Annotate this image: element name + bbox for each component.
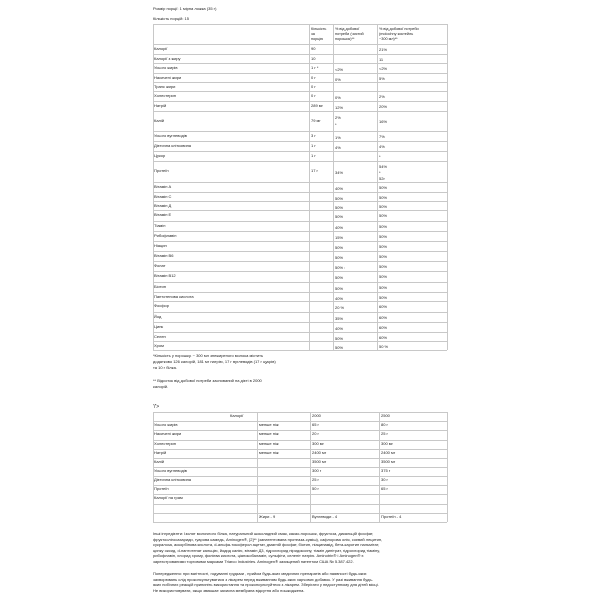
table-border xyxy=(257,412,258,522)
nutrient-name: Вітамін С xyxy=(154,193,172,199)
nutrient-name: Тіамін xyxy=(154,223,166,228)
dv-2500: 80 г xyxy=(381,422,389,427)
table-border xyxy=(153,312,447,313)
dv-2500: 3500 мг xyxy=(381,459,396,464)
table-border xyxy=(153,301,447,302)
column-header: Кількість за порцію xyxy=(311,27,327,41)
dv-nutrient-name: Калорії на грам xyxy=(154,495,183,500)
nutrient-dv-powder: 50% xyxy=(335,255,344,260)
dv-2000: 3500 мг xyxy=(312,459,327,464)
table-border xyxy=(379,412,380,522)
table-border xyxy=(153,494,447,495)
nutrient-amount: 1 г * xyxy=(311,65,319,70)
dv-nutrient-name: Дієтична клітковина xyxy=(154,477,191,482)
nutrient-dv-powder: 50% xyxy=(335,275,344,280)
dv-2000: 2400 мг xyxy=(312,450,327,455)
nutrient-name: Вітамін Д xyxy=(154,202,172,208)
nutrient-amount: 0 г xyxy=(311,83,316,89)
nutrient-dv-powder: 40% xyxy=(335,295,344,301)
table-border xyxy=(153,251,447,252)
dv-nutrient-name: Усього вуглеводів xyxy=(154,468,187,473)
dv-2000: 300 г xyxy=(312,468,322,473)
nutrient-dv-shake: 50% xyxy=(379,244,388,249)
table-border xyxy=(153,161,447,162)
nutrient-dv-shake: 16% xyxy=(379,119,388,124)
column-header: % від добової потреби (чистий порошок)** xyxy=(335,27,364,41)
nutrient-dv-shake: 50% xyxy=(379,213,388,218)
table-border xyxy=(153,54,447,55)
dv-limit: менше ніж xyxy=(259,441,279,446)
dv-nutrient-name: Калій xyxy=(154,459,165,464)
table-border xyxy=(153,24,447,25)
nutrient-name: Протеїн xyxy=(154,168,169,173)
table-border xyxy=(153,292,447,293)
table-border xyxy=(153,231,447,232)
dv-2000: 25 г xyxy=(312,477,320,482)
nutrient-amount: 1 г xyxy=(311,153,316,158)
nutrient-dv-shake: 54% * 52г xyxy=(379,164,388,181)
dv-nutrient-name: Насичені жири xyxy=(154,431,182,436)
table-border xyxy=(377,24,378,350)
dv-2500: 375 г xyxy=(381,468,391,473)
nutrient-dv-shake: 60% xyxy=(379,325,388,330)
table-border xyxy=(153,24,154,350)
nutrient-amount: 17 г xyxy=(311,168,319,173)
table-border xyxy=(153,282,447,283)
calories-2500: 2500 xyxy=(381,413,390,418)
nutrient-dv-powder: 50% xyxy=(335,214,344,219)
nutrient-dv-powder: 0% xyxy=(335,95,341,100)
table-border xyxy=(447,24,448,350)
table-border xyxy=(153,421,447,422)
nutrient-name: Цинк xyxy=(154,324,164,329)
nutrient-dv-shake: * xyxy=(379,154,381,159)
nutrient-dv-shake: 7% xyxy=(379,134,385,139)
nutrient-dv-powder: 50% xyxy=(335,204,344,210)
nutrient-name: Рибофлавін xyxy=(154,233,177,238)
nutrient-name: Калорії з жиру xyxy=(154,55,181,61)
nutrient-name: Вітамін Е xyxy=(154,212,172,217)
table-border xyxy=(447,412,448,522)
nutrient-dv-shake: 60% xyxy=(379,315,388,320)
nutrient-name: Пантотенова кислота xyxy=(154,293,194,299)
table-border xyxy=(153,522,447,523)
table-border xyxy=(153,350,447,351)
nutrient-dv-powder: 0% xyxy=(335,76,341,82)
nutrient-dv-shake: 5% xyxy=(379,75,385,81)
nutrient-dv-shake: 4% xyxy=(379,144,385,149)
nutrient-dv-shake: 2% xyxy=(379,94,385,99)
table-border xyxy=(310,412,311,522)
per-gram-protein: Протеїн - 4 xyxy=(381,514,402,519)
table-border xyxy=(153,504,447,505)
nutrient-dv-shake: 50% xyxy=(379,294,388,300)
nutrient-name: Селен xyxy=(154,333,166,339)
nutrient-dv-shake: 21% xyxy=(379,47,388,52)
column-header: % від добової потреби (molochny коктейль ~300 мл)** xyxy=(379,27,419,41)
nutrient-name: Калорії xyxy=(154,46,168,51)
nutrient-dv-powder: 12% xyxy=(335,105,344,110)
nutrient-dv-powder: 1% xyxy=(335,135,341,140)
nutrient-name: Вітамін В12 xyxy=(154,273,176,278)
nutrient-dv-shake: <2% xyxy=(379,66,388,71)
table-border xyxy=(153,210,447,211)
nutrient-dv-shake: 50% xyxy=(379,274,388,279)
dv-nutrient-name: Натрій xyxy=(154,450,167,455)
dv-2500: 2400 мг xyxy=(381,450,396,455)
table-border xyxy=(153,513,447,514)
nutrient-name: Вітамін В6 xyxy=(154,253,174,258)
table-border xyxy=(309,24,310,350)
nutrient-name: Фолат xyxy=(154,263,166,268)
nutrient-name: Фосфор xyxy=(154,303,170,308)
table-border xyxy=(153,201,447,202)
table-border xyxy=(153,101,447,102)
dv-2000: 300 мг xyxy=(312,441,324,446)
nutrient-dv-shake: 50% xyxy=(379,185,388,190)
nutrient-dv-powder: <2% xyxy=(335,67,344,72)
table-border xyxy=(333,24,334,350)
table-border xyxy=(153,131,447,132)
dv-limit: менше ніж xyxy=(259,431,279,436)
warning-text: Попередження: при вагітності, годуванні грудьми , прийом будь-яких медичних препаратів або наявності будь-яких захворювань слід проконсультуватися з лікарем перед вживанням будь-яких харчових добавок. У разі вживання будь- яких побічних реакцій припиніть використання та проконсультуйтеся з лікарем. Зберігати у недоступному для дітей місці. Не використовувати, якщо звикшае захисна мембрана відсутня або пошкоджена. xyxy=(153,571,379,593)
per-gram-fat: Жири - 9 xyxy=(259,514,276,519)
table-border xyxy=(153,151,447,152)
table-border xyxy=(153,182,447,183)
table-border xyxy=(153,430,447,431)
nutrient-dv-powder: 20 % xyxy=(335,305,345,310)
dv-nutrient-name: Холестерин xyxy=(154,441,176,446)
nutrient-amount: 10 xyxy=(311,55,316,61)
nutrient-amount: 90 xyxy=(311,46,316,51)
dv-nutrient-name: Усього жирів xyxy=(154,422,178,427)
dv-nutrient-name: Протеїн xyxy=(154,486,169,491)
nutrient-dv-shake: 50% xyxy=(379,264,388,269)
nutrient-dv-powder: 50% xyxy=(335,286,344,291)
table-border xyxy=(153,271,447,272)
table-border xyxy=(153,322,447,323)
footnote-daily-value: ** Відсоток від добової потреби заснований на дієті в 2000 калорій. xyxy=(153,378,262,389)
table-border xyxy=(153,73,447,74)
nutrient-dv-powder: 2% * xyxy=(335,115,341,127)
nutrient-name: Насичені жири xyxy=(154,74,182,80)
nutrient-dv-shake: 60% xyxy=(379,304,388,309)
table-border xyxy=(153,111,447,112)
dv-2500: 300 мг xyxy=(381,441,393,446)
nutrient-dv-shake: 50% xyxy=(379,234,388,239)
dv-2500: 25 г xyxy=(381,431,389,436)
nutrient-amount: 0 г xyxy=(311,74,316,80)
nutrient-dv-powder: 50% xyxy=(335,245,344,250)
nutrient-name: Вітамін А xyxy=(154,184,172,189)
nutrient-name: Дієтична клітковина xyxy=(154,143,191,148)
nutrient-dv-powder: 15% xyxy=(335,235,344,240)
nutrient-name: Усього жирів xyxy=(154,65,178,70)
nutrient-name: Холестерин xyxy=(154,93,176,98)
table-border xyxy=(153,412,154,522)
nutrient-dv-powder: 50% xyxy=(335,344,344,350)
nutrient-dv-powder: 50% xyxy=(335,335,344,341)
nutrient-amount: 3 г xyxy=(311,133,316,138)
ingredients-text: Інші інгредієнти: Ізолят молочного білка, натуральний шоколадний смак, какао-порошок, фруктоза, дикальцій фосфат, фруктоолігосахариди, гуарова камедь, Aminogen®, [2]** (запатентована протеаза-суміш), сафлорова олія, соєвий лецитин, сукралоза, аскорбінова кислота, d-альфа-токоферол ацетат, дмагній фосфат, біотин, ніацинамід, бета-каротин пальмітат, цинку оксид, d-пантотенат кальцію, йодид калію, вітамін Д3, гідрохлорид піридоксину, тіамін динітрат, гідрохлорид тіаміну, рибофлавін, хлорид хрому, фолієва кислота, ціанокобаламін, сульфіти, селеніт натрію. Aminotrin® і Aminogen® є зареєстрованими торговими марками Triarco Industries. Aminogen® захищений патентом США № 5.387.422. xyxy=(153,531,383,564)
calories-header-label: Калорії xyxy=(230,413,244,418)
nutrient-dv-shake: 20% xyxy=(379,104,388,109)
nutrient-dv-shake: 50 % xyxy=(379,343,389,349)
nutrient-dv-shake: 50% xyxy=(379,224,388,229)
table-border xyxy=(153,449,447,450)
table-border xyxy=(153,341,447,342)
table-border xyxy=(153,440,447,441)
nutrient-dv-shake: 50% xyxy=(379,203,388,209)
table-border xyxy=(153,467,447,468)
table-border xyxy=(153,261,447,262)
nutrient-name: Цукор xyxy=(154,153,166,158)
nutrient-name: Усього вуглеводів xyxy=(154,133,187,138)
dv-limit: менше ніж xyxy=(259,422,279,427)
nutrient-amount: 289 мг xyxy=(311,103,323,108)
table-border xyxy=(153,91,447,92)
dv-2000: 50 г xyxy=(312,486,320,491)
nutrient-amount: 79 мг xyxy=(311,118,321,123)
table-border xyxy=(153,458,447,459)
table-border xyxy=(153,221,447,222)
nutrient-dv-powder: 40% xyxy=(335,326,344,331)
table-border xyxy=(153,332,447,333)
dv-2000: 20 г xyxy=(312,431,320,436)
table-border xyxy=(153,63,447,64)
table-border xyxy=(153,141,447,142)
nutrient-dv-shake: 50% xyxy=(379,194,388,200)
table-border xyxy=(153,44,447,45)
nutrient-name: Йод xyxy=(154,314,162,319)
nutrient-dv-powder: 50% : xyxy=(335,265,346,270)
dv-2500: 65 г xyxy=(381,486,389,491)
footnote-milk: *Кількість у порошку. ~ 300 мл знежиреного молока містить додатково 126 калорій, 181 мг натрію, 17 г вуглеводів (17 г цукрів) та 10 г білка. xyxy=(153,353,276,370)
nutrient-dv-powder: 40% xyxy=(335,186,344,191)
nutrient-dv-shake: 50% xyxy=(379,285,388,290)
nutrient-amount: 0 г xyxy=(311,93,316,98)
table-border xyxy=(153,192,447,193)
table-border xyxy=(153,476,447,477)
nutrient-name: Хром xyxy=(154,342,164,348)
nutrient-dv-shake: 60% xyxy=(379,334,388,340)
nutrient-name: Калій xyxy=(154,118,165,123)
nutrient-dv-powder: 34% xyxy=(335,170,344,175)
serving-size: Розмір порції: 1 мірна ложка (35 г) xyxy=(153,6,217,11)
nutrient-dv-powder: 35% xyxy=(335,316,344,321)
nutrient-name: Ніацин xyxy=(154,243,167,248)
per-gram-carbs: Вуглеводи - 4 xyxy=(312,514,338,519)
dv-2500: 30 г xyxy=(381,477,389,482)
nutrient-dv-powder: 50% xyxy=(335,195,344,201)
table-border xyxy=(153,241,447,242)
nutrient-amount: 1 г xyxy=(311,143,316,148)
nutrient-dv-shake: 11 xyxy=(379,56,384,62)
calories-2000: 2000 xyxy=(312,413,321,418)
nutrient-name: Біотин xyxy=(154,284,166,289)
table-border xyxy=(153,82,447,83)
section-marker: '/'> xyxy=(153,404,160,410)
nutrient-name: Транс жири xyxy=(154,83,176,89)
nutrient-name: Натрій xyxy=(154,103,167,108)
nutrient-dv-shake: 50% xyxy=(379,254,388,259)
dv-2000: 65 г xyxy=(312,422,320,427)
table-border xyxy=(153,412,447,413)
nutrient-dv-powder: 40% xyxy=(335,225,344,230)
nutrient-dv-powder: 4% xyxy=(335,145,341,150)
table-border xyxy=(153,485,447,486)
dv-limit: менше ніж xyxy=(259,450,279,455)
servings-per-container: Кількість порцій: 15 xyxy=(153,16,190,21)
